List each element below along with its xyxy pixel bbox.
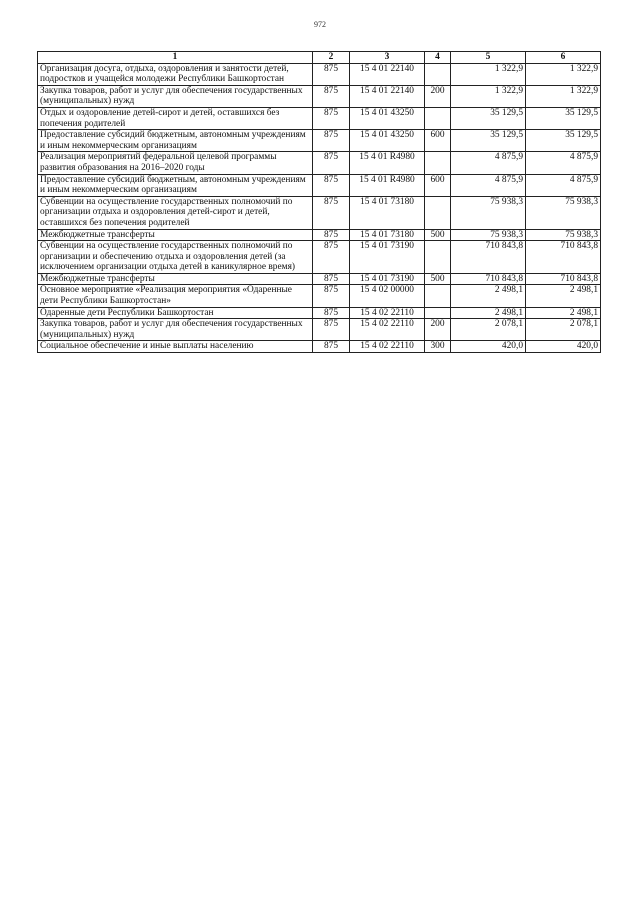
target-article-cell: 15 4 01 R4980 — [350, 152, 425, 174]
amount-cell: 2 498,1 — [451, 285, 526, 307]
ministry-code-cell: 875 — [313, 229, 350, 241]
expense-type-cell: 600 — [425, 130, 451, 152]
header-cell-col4: 4 — [425, 52, 451, 64]
expense-type-cell: 600 — [425, 174, 451, 196]
item-name-cell: Реализация мероприятий федеральной целевой программы развития образования на 2016–2020 годы — [38, 152, 313, 174]
table-row — [38, 229, 601, 241]
amount-cell: 35 129,5 — [451, 130, 526, 152]
ministry-code-cell: 875 — [313, 152, 350, 174]
item-name-cell: Межбюджетные трансферты — [38, 229, 313, 241]
target-article-cell: 15 4 01 73190 — [350, 273, 425, 285]
amount-cell: 710 843,8 — [451, 273, 526, 285]
amount-cell: 35 129,5 — [526, 130, 601, 152]
target-article-cell: 15 4 01 73190 — [350, 241, 425, 274]
item-name-cell: Межбюджетные трансферты — [38, 273, 313, 285]
expense-type-cell: 200 — [425, 319, 451, 341]
table-header-row — [38, 52, 601, 64]
ministry-code-cell: 875 — [313, 307, 350, 319]
expense-type-cell — [425, 107, 451, 129]
expense-type-cell: 300 — [425, 341, 451, 353]
expense-type-cell — [425, 152, 451, 174]
amount-cell: 1 322,9 — [526, 63, 601, 85]
expense-type-cell: 200 — [425, 85, 451, 107]
item-name-cell: Отдых и оздоровление детей-сирот и детей, оставшихся без попечения родителей — [38, 107, 313, 129]
amount-cell: 35 129,5 — [526, 107, 601, 129]
amount-cell: 35 129,5 — [451, 107, 526, 129]
item-name-cell: Основное мероприятие «Реализация мероприятия «Одаренные дети Республики Башкортостан» — [38, 285, 313, 307]
header-cell-col6: 6 — [526, 52, 601, 64]
expense-type-cell — [425, 241, 451, 274]
amount-cell: 75 938,3 — [526, 229, 601, 241]
header-cell-col5: 5 — [451, 52, 526, 64]
amount-cell: 75 938,3 — [451, 229, 526, 241]
expense-type-cell — [425, 285, 451, 307]
amount-cell: 2 078,1 — [451, 319, 526, 341]
amount-cell: 2 078,1 — [526, 319, 601, 341]
header-cell-col1: 1 — [38, 52, 313, 64]
item-name-cell: Субвенции на осуществление государственных полномочий по организации отдыха и оздоровления детей-сирот и детей, оставшихся без попечения родителей — [38, 196, 313, 229]
amount-cell: 710 843,8 — [451, 241, 526, 274]
table-body — [38, 52, 601, 353]
item-name-cell: Закупка товаров, работ и услуг для обеспечения государственных (муниципальных) нужд — [38, 319, 313, 341]
amount-cell: 420,0 — [451, 341, 526, 353]
target-article-cell: 15 4 01 43250 — [350, 107, 425, 129]
target-article-cell: 15 4 02 22110 — [350, 307, 425, 319]
amount-cell: 4 875,9 — [526, 152, 601, 174]
table-row — [38, 152, 601, 174]
table-row — [38, 63, 601, 85]
ministry-code-cell: 875 — [313, 285, 350, 307]
item-name-cell: Предоставление субсидий бюджетным, автономным учреждениям и иным некоммерческим организациям — [38, 174, 313, 196]
item-name-cell: Одаренные дети Республики Башкортостан — [38, 307, 313, 319]
table-row — [38, 285, 601, 307]
item-name-cell: Субвенции на осуществление государственных полномочий по организации и обеспечению отдыха и оздоровления детей (за исключением организации отдыха детей в каникулярное время) — [38, 241, 313, 274]
target-article-cell: 15 4 01 73180 — [350, 196, 425, 229]
target-article-cell: 15 4 01 22140 — [350, 63, 425, 85]
target-article-cell: 15 4 02 22110 — [350, 319, 425, 341]
amount-cell: 4 875,9 — [451, 174, 526, 196]
amount-cell: 1 322,9 — [526, 85, 601, 107]
amount-cell: 1 322,9 — [451, 85, 526, 107]
ministry-code-cell: 875 — [313, 196, 350, 229]
ministry-code-cell: 875 — [313, 174, 350, 196]
amount-cell: 75 938,3 — [526, 196, 601, 229]
amount-cell: 4 875,9 — [451, 152, 526, 174]
table-row — [38, 85, 601, 107]
target-article-cell: 15 4 01 43250 — [350, 130, 425, 152]
item-name-cell: Закупка товаров, работ и услуг для обеспечения государственных (муниципальных) нужд — [38, 85, 313, 107]
item-name-cell: Организация досуга, отдыха, оздоровления и занятости детей, подростков и учащейся молодежи Республики Башкортостан — [38, 63, 313, 85]
item-name-cell: Предоставление субсидий бюджетным, автономным учреждениям и иным некоммерческим организациям — [38, 130, 313, 152]
ministry-code-cell: 875 — [313, 341, 350, 353]
expense-type-cell: 500 — [425, 229, 451, 241]
table-row — [38, 107, 601, 129]
ministry-code-cell: 875 — [313, 319, 350, 341]
item-name-cell: Социальное обеспечение и иные выплаты населению — [38, 341, 313, 353]
amount-cell: 710 843,8 — [526, 241, 601, 274]
amount-cell: 710 843,8 — [526, 273, 601, 285]
ministry-code-cell: 875 — [313, 130, 350, 152]
table-row — [38, 130, 601, 152]
ministry-code-cell: 875 — [313, 85, 350, 107]
table-row — [38, 174, 601, 196]
amount-cell: 2 498,1 — [526, 285, 601, 307]
ministry-code-cell: 875 — [313, 63, 350, 85]
expense-type-cell — [425, 63, 451, 85]
target-article-cell: 15 4 02 22110 — [350, 341, 425, 353]
header-cell-col2: 2 — [313, 52, 350, 64]
ministry-code-cell: 875 — [313, 107, 350, 129]
table-row — [38, 196, 601, 229]
ministry-code-cell: 875 — [313, 241, 350, 274]
budget-table — [37, 51, 601, 353]
expense-type-cell — [425, 307, 451, 319]
expense-type-cell — [425, 196, 451, 229]
amount-cell: 75 938,3 — [451, 196, 526, 229]
table-row — [38, 273, 601, 285]
expense-type-cell: 500 — [425, 273, 451, 285]
page-number: 972 — [314, 20, 326, 29]
table-row — [38, 307, 601, 319]
table-row — [38, 319, 601, 341]
amount-cell: 1 322,9 — [451, 63, 526, 85]
amount-cell: 2 498,1 — [451, 307, 526, 319]
amount-cell: 420,0 — [526, 341, 601, 353]
amount-cell: 4 875,9 — [526, 174, 601, 196]
table-row — [38, 241, 601, 274]
table-row — [38, 341, 601, 353]
target-article-cell: 15 4 02 00000 — [350, 285, 425, 307]
header-cell-col3: 3 — [350, 52, 425, 64]
amount-cell: 2 498,1 — [526, 307, 601, 319]
target-article-cell: 15 4 01 22140 — [350, 85, 425, 107]
target-article-cell: 15 4 01 73180 — [350, 229, 425, 241]
ministry-code-cell: 875 — [313, 273, 350, 285]
target-article-cell: 15 4 01 R4980 — [350, 174, 425, 196]
